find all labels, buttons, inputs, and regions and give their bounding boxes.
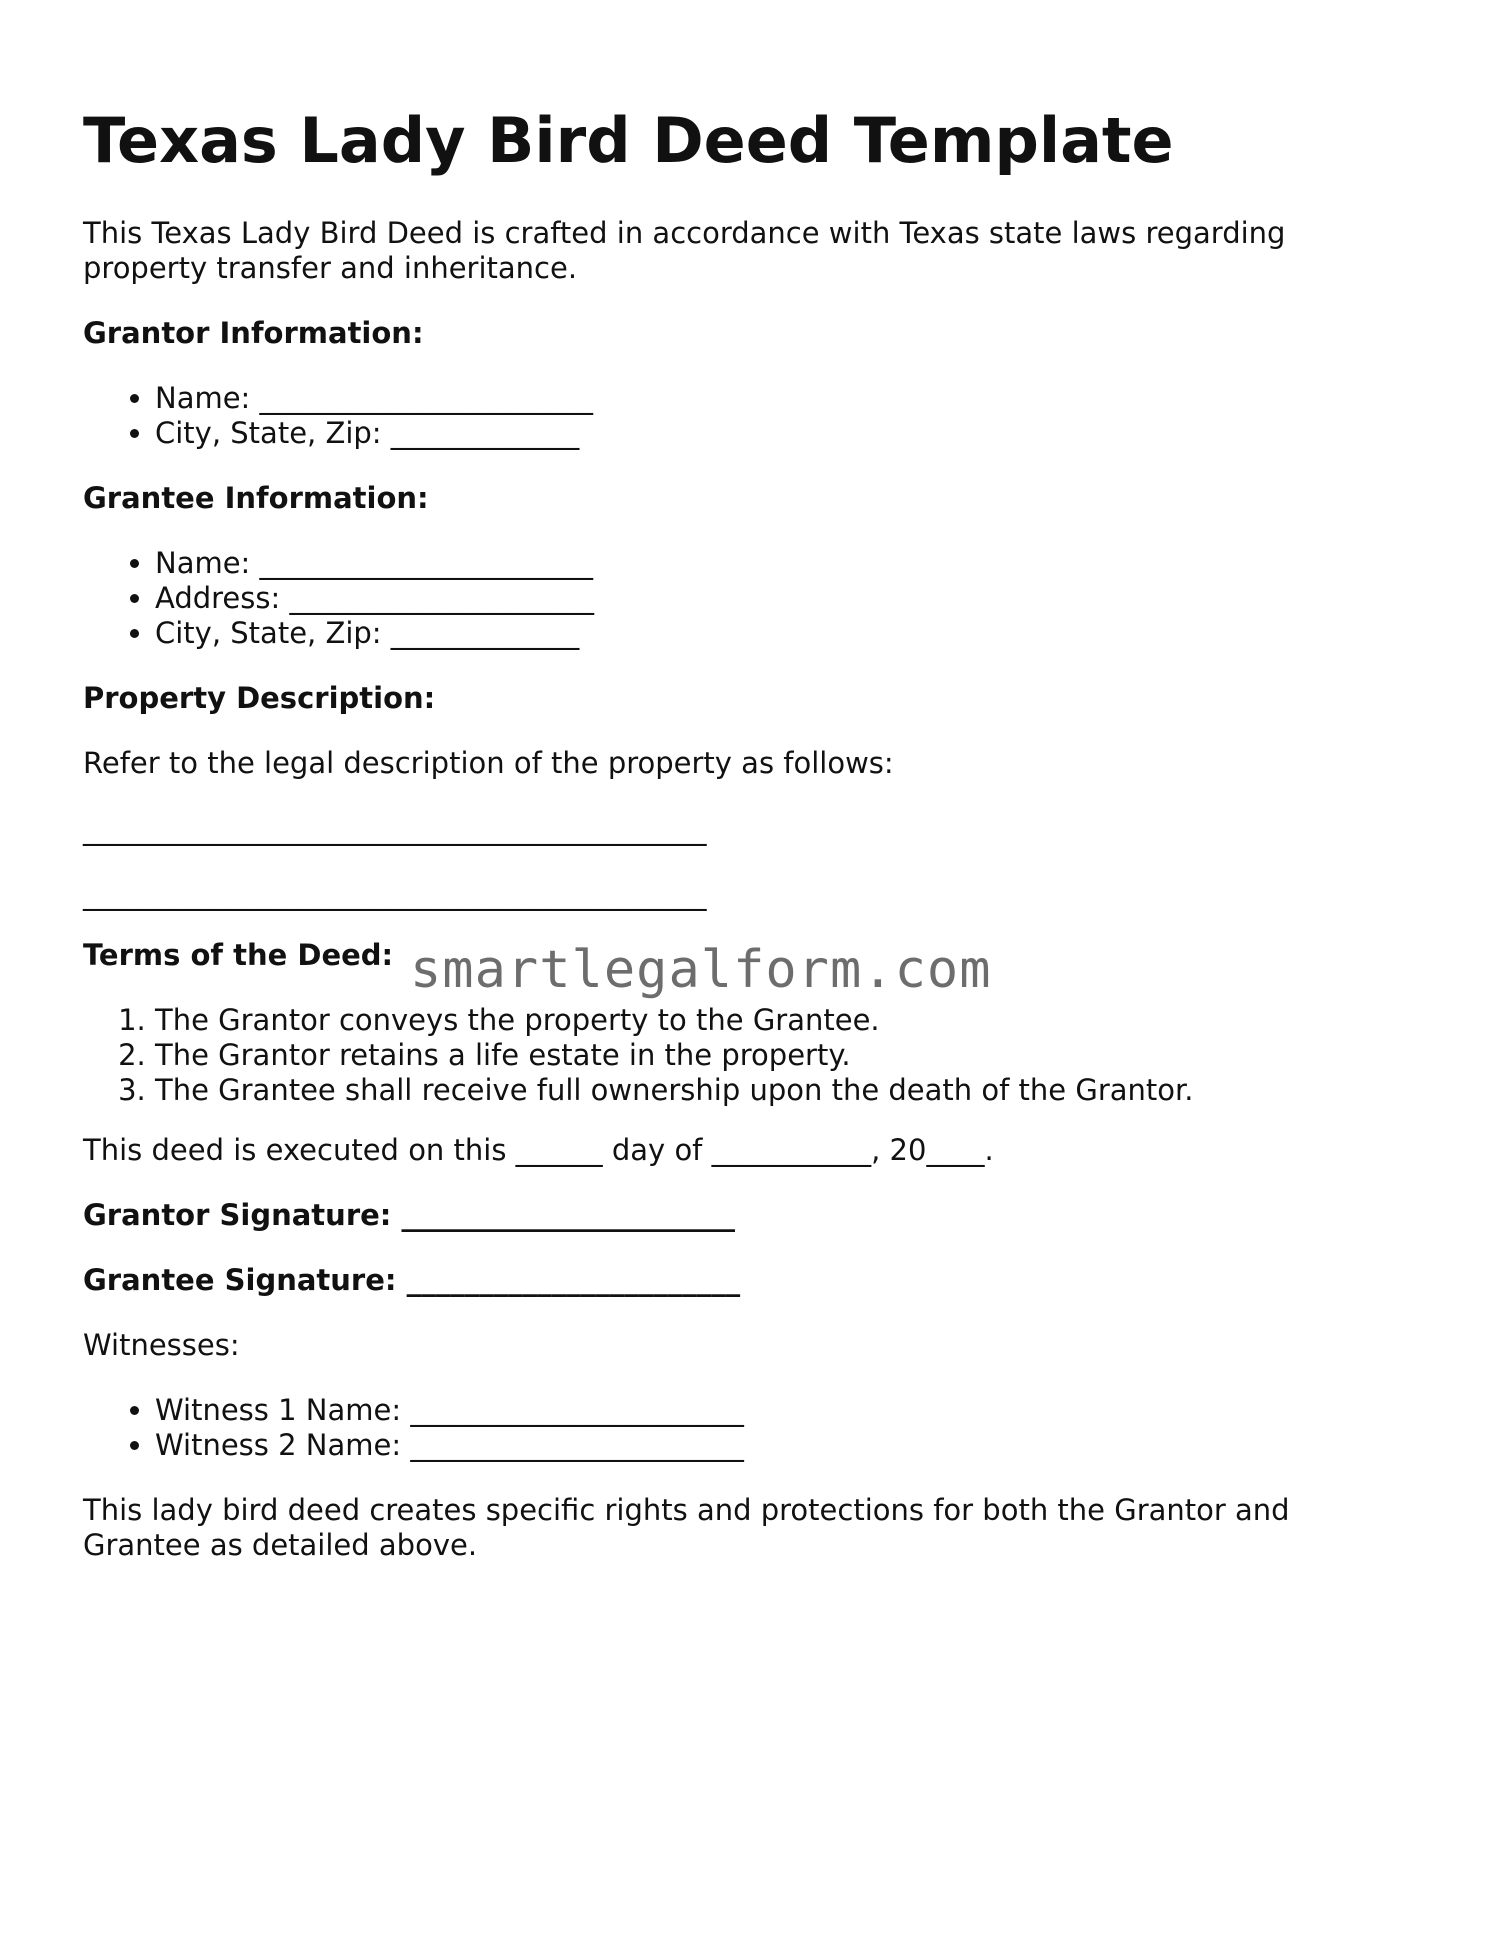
grantor-list (83, 381, 593, 451)
grantee-city-field: • City, State, Zip: _____________ (155, 616, 594, 651)
closing-line-2: Grantee as detailed above. (83, 1528, 478, 1562)
grantee-signature-line: Grantee Signature: _______________________ (83, 1263, 741, 1297)
grantor-heading: Grantor Information: (83, 316, 424, 350)
witness-2-field: • Witness 2 Name: _______________________ (155, 1428, 744, 1463)
grantee-name-field: • Name: _______________________ (155, 546, 594, 581)
property-heading: Property Description: (83, 681, 436, 715)
witness-1-field: • Witness 1 Name: _______________________ (155, 1393, 744, 1428)
intro-line-1: This Texas Lady Bird Deed is crafted in accordance with Texas state laws regarding (83, 216, 1286, 250)
term-item: 1. The Grantor conveys the property to the Grantee. (155, 1003, 1194, 1038)
grantee-list (83, 546, 594, 651)
terms-list (83, 1003, 1194, 1108)
execution-date-line: This deed is executed on this ______ day of ___________, 20____. (83, 1133, 994, 1167)
property-text: Refer to the legal description of the property as follows: (83, 746, 894, 780)
intro-line-2: property transfer and inheritance. (83, 251, 578, 285)
grantee-heading: Grantee Information: (83, 481, 429, 515)
term-item: 2. The Grantor retains a life estate in the property. (155, 1038, 1194, 1073)
property-blank-line-1: ___________________________________________ (83, 812, 707, 846)
closing-line-1: This lady bird deed creates specific rights and protections for both the Grantor and (83, 1493, 1290, 1527)
property-blank-line-2: ___________________________________________ (83, 877, 707, 911)
page-title: Texas Lady Bird Deed Template (83, 104, 1174, 177)
grantor-signature-line: Grantor Signature: _______________________ (83, 1198, 735, 1232)
terms-heading: Terms of the Deed: (83, 938, 394, 972)
grantee-address-field: • Address: _____________________ (155, 581, 594, 616)
witnesses-list (83, 1393, 744, 1463)
term-item: 3. The Grantee shall receive full ownership upon the death of the Grantor. (155, 1073, 1194, 1108)
watermark-text: smartlegalform.com (410, 940, 992, 1000)
grantor-city-field: • City, State, Zip: _____________ (155, 416, 593, 451)
witnesses-label: Witnesses: (83, 1328, 240, 1362)
grantor-name-field: • Name: _______________________ (155, 381, 593, 416)
